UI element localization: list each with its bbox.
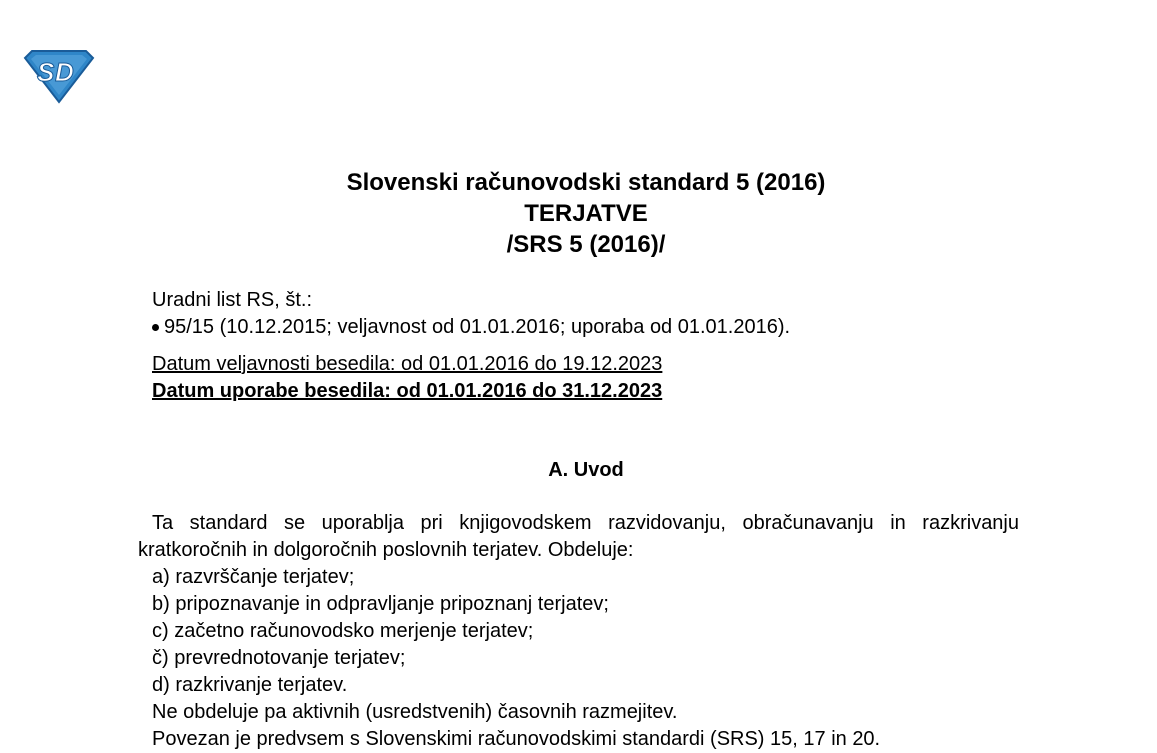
exclusion-note: Ne obdeluje pa aktivnih (usredstvenih) časovnih razmejitev. <box>152 701 678 723</box>
section-body <box>138 510 1019 753</box>
text-dates <box>152 351 662 405</box>
application-date: Datum uporabe besedila: od 01.01.2016 do 31.12.2023 <box>152 380 663 402</box>
gazette-label: Uradni list RS, št.: <box>152 289 313 311</box>
section-heading: A. Uvod <box>548 459 624 481</box>
related-standards: Povezan je predvsem s Slovenskimi računovodskimi standardi (SRS) 15, 17 in 20. <box>152 728 881 750</box>
sd-logo-icon <box>22 48 96 104</box>
list-item: a) razvrščanje terjatev; <box>152 566 355 588</box>
document-title <box>0 167 1157 260</box>
gazette-reference <box>152 287 790 341</box>
title-line-3: /SRS 5 (2016)/ <box>506 231 666 258</box>
gazette-entry-text: 95/15 (10.12.2015; veljavnost od 01.01.2016; uporaba od 01.01.2016). <box>164 316 791 338</box>
intro-paragraph: Ta standard se uporablja pri knjigovodskem razvidovanju, obračunavanju in razkrivanju kratkoročnih in dolgoročnih poslovnih terjatev. Obdeluje: <box>138 512 1019 561</box>
validity-date: Datum veljavnosti besedila: od 01.01.2016 do 19.12.2023 <box>152 353 663 375</box>
svg-text:D: D <box>55 57 74 87</box>
list-item: č) prevrednotovanje terjatev; <box>152 647 406 669</box>
title-line-2: TERJATVE <box>524 200 648 227</box>
list-item: b) pripoznavanje in odpravljanje pripoznanj terjatev; <box>152 593 609 615</box>
bullet-icon <box>152 324 159 331</box>
list-item: d) razkrivanje terjatev. <box>152 674 348 696</box>
svg-text:S: S <box>37 57 55 87</box>
scope-list <box>138 564 1019 699</box>
list-item: c) začetno računovodsko merjenje terjatev; <box>152 620 534 642</box>
title-line-1: Slovenski računovodski standard 5 (2016) <box>346 169 826 196</box>
gazette-entry <box>152 314 790 341</box>
